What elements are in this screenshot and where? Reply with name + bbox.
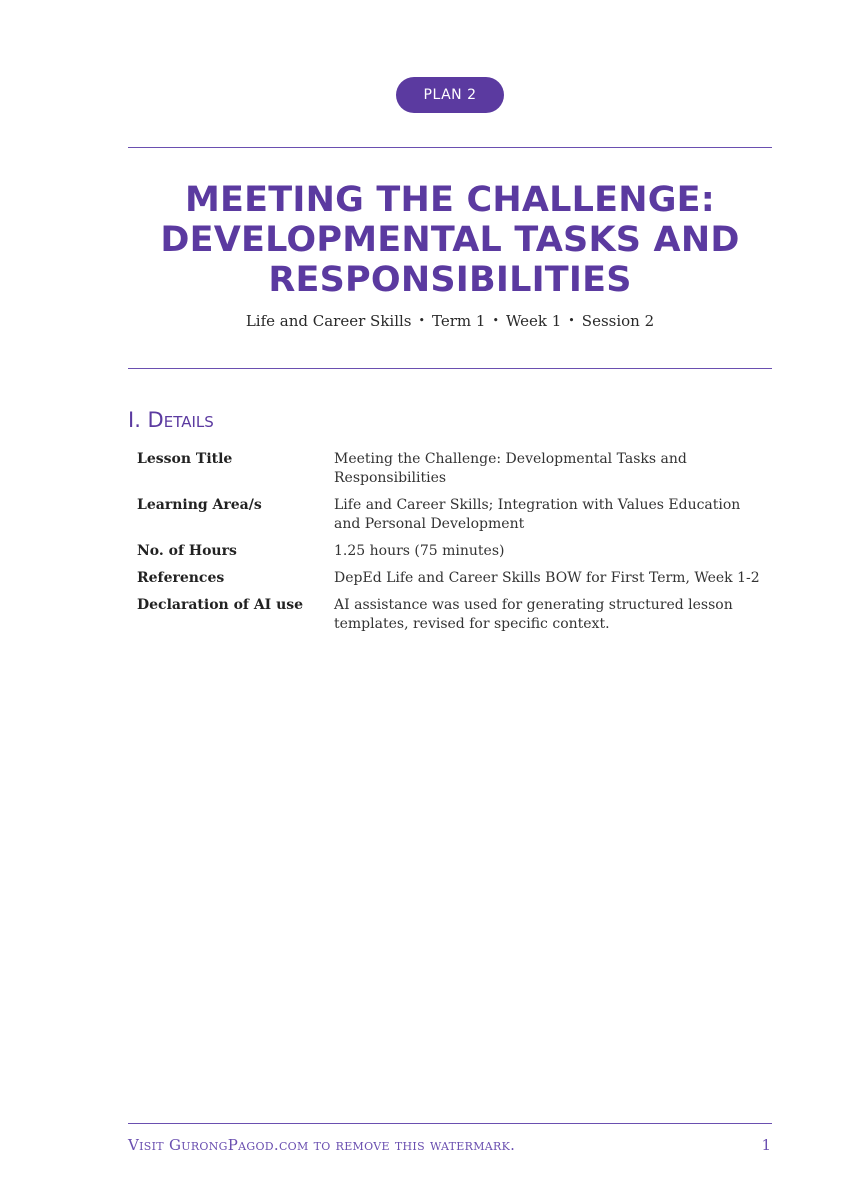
title-line-1: MEETING THE CHALLENGE: — [185, 180, 715, 220]
details-value: AI assistance was used for generating structured lesson templates, revised for specific context. — [334, 597, 733, 632]
subtitle-subject: Life and Career Skills — [245, 312, 412, 330]
bullet-separator-icon: • — [492, 314, 499, 327]
details-row — [137, 542, 767, 569]
details-value: DepEd Life and Career Skills BOW for First Term, Week 1-2 — [334, 570, 760, 586]
subtitle-session: Session 2 — [581, 312, 655, 330]
footer-watermark-text: Visit GurongPagod.com to remove this watermark. — [128, 1136, 516, 1154]
details-label: Declaration of AI use — [137, 597, 304, 613]
details-value: 1.25 hours (75 minutes) — [334, 543, 505, 559]
title-line-2: DEVELOPMENTAL TASKS AND — [160, 220, 740, 260]
details-row — [137, 569, 767, 596]
header-bottom-rule — [128, 368, 772, 369]
page-number: 1 — [761, 1136, 771, 1154]
details-label: No. of Hours — [137, 543, 237, 559]
bullet-separator-icon: • — [568, 314, 575, 327]
footer-rule — [128, 1123, 772, 1124]
details-label: References — [137, 570, 225, 586]
subtitle-week: Week 1 — [505, 312, 562, 330]
details-row — [137, 596, 767, 642]
lesson-subtitle — [128, 312, 772, 330]
details-value: Life and Career Skills; Integration with Values Education and Personal Development — [334, 497, 741, 532]
section-heading-details: I. Details — [128, 408, 214, 432]
details-table — [137, 450, 767, 642]
plan-badge: PLAN 2 — [396, 77, 504, 113]
details-row — [137, 450, 767, 496]
details-label: Lesson Title — [137, 451, 233, 467]
details-label: Learning Area/s — [137, 497, 262, 513]
lesson-title-heading — [128, 180, 772, 300]
header-top-rule — [128, 147, 772, 148]
bullet-separator-icon: • — [418, 314, 425, 327]
details-row — [137, 496, 767, 542]
details-value: Meeting the Challenge: Developmental Tasks and Responsibilities — [334, 451, 687, 486]
subtitle-term: Term 1 — [432, 312, 486, 330]
title-line-3: RESPONSIBILITIES — [268, 260, 632, 300]
